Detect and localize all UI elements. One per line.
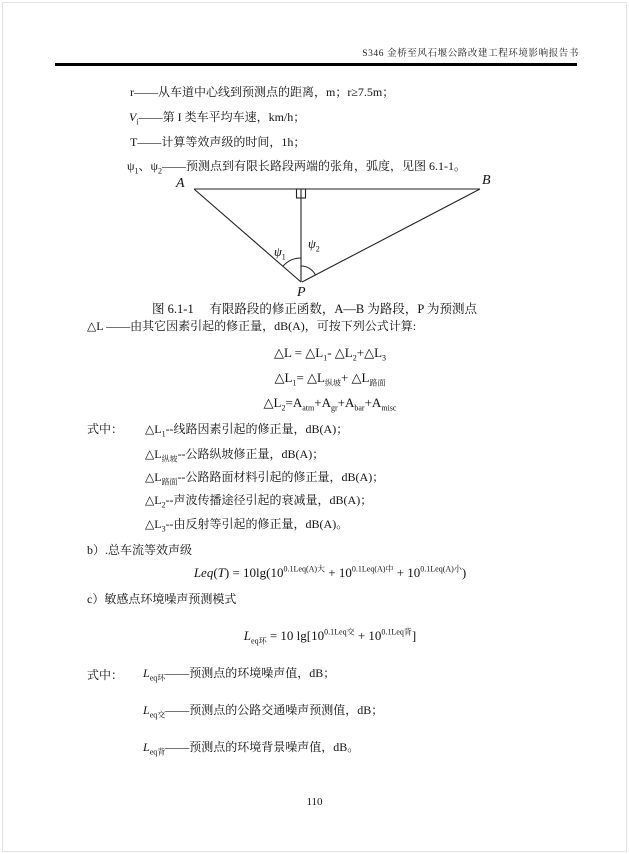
where2-item-2: $L_{eq交}——$预测点的公路交通噪声预测值，dB； bbox=[143, 703, 384, 720]
psi2-angle-arc bbox=[301, 266, 315, 275]
where1-item-4: $\triangle L_2--$声波传播途径引起的衰减量，dB(A)； bbox=[145, 493, 373, 510]
vertex-a-label: A bbox=[176, 176, 185, 191]
formula-leq-total: $Leq(T) = 10\lg(10^{0.1Leq(A)大} + 10^{0.1Leq(A)中} + 10^{0.1Leq(A)小})$ bbox=[193, 564, 467, 580]
section-b-heading: b）.总车流等效声级 bbox=[87, 543, 193, 557]
where1-item-3: $\triangle L_{路面}--$公路路面材料引起的修正量，dB(A)； bbox=[145, 470, 385, 487]
where1-prefix: 式中： bbox=[87, 422, 124, 436]
definition-line-t: T——计算等效声级的时间，1h； bbox=[130, 135, 306, 149]
vertex-p-label: P bbox=[297, 285, 306, 300]
psi2-label: $\psi_2$ bbox=[308, 237, 320, 254]
segment-bp-line bbox=[302, 189, 480, 282]
definition-line-psi: $\psi_1$、$\psi_2——$预测点到有限长路段两端的张角，弧度，见图 6.1-1。 bbox=[127, 159, 467, 176]
vertex-b-label: B bbox=[482, 173, 491, 188]
where1-item-2: $\triangle L_{纵坡}--$公路纵坡修正量，dB(A)； bbox=[145, 447, 325, 464]
formula-delta-total: △L = $\triangle L_1-$ $\triangle L_2+\triangle L_3$ bbox=[273, 345, 387, 363]
formula-delta-1: $\triangle L_1=$ $\triangle L_{纵坡}+$ $\triangle L_{路面}$ bbox=[274, 370, 386, 388]
figure-caption: 图 6.1-1 有限路段的修正函数，A—B 为路段，P 为预测点 bbox=[152, 302, 477, 316]
where2-prefix: 式中： bbox=[87, 668, 124, 682]
delta-intro-line: △L ——由其它因素引起的修正量，dB(A)，可按下列公式计算: bbox=[87, 319, 417, 333]
segment-ap-line bbox=[194, 189, 301, 282]
psi1-label: $\psi_1$ bbox=[274, 245, 286, 262]
formula-leq-env: $L_{eq环} = 10$ $\lg[10^{0.1Leq交} + 10^{0.1Leq背}]$ bbox=[243, 627, 417, 646]
where1-item-5: $\triangle L_3--$由反射等引起的修正量，dB(A)。 bbox=[145, 517, 349, 534]
header-title: S346 金桥至风石堰公路改建工程环境影响报告书 bbox=[362, 49, 579, 59]
where2-item-1: $L_{eq环}——$预测点的环境噪声值，dB； bbox=[143, 666, 336, 683]
header-rule bbox=[55, 63, 577, 66]
section-c-heading: c）敏感点环境噪声预测模式 bbox=[87, 592, 237, 606]
where2-item-3: $L_{eq背}——$预测点的环境背景噪声值，dB。 bbox=[143, 740, 360, 757]
page-number: 110 bbox=[306, 796, 323, 808]
formula-delta-2: $\triangle L_2=A_{atm}+A_{gr}+A_{bar}+A_{misc}$ bbox=[263, 395, 397, 413]
figure-triangle-diagram bbox=[170, 172, 520, 297]
definition-line-r: r——从车道中心线到预测点的距离，m；r≥7.5m； bbox=[130, 85, 395, 99]
definition-line-v: $V_i——$第 I 类车平均车速，km/h； bbox=[129, 110, 306, 127]
where1-item-1: $\triangle L_1--$线路因素引起的修正量，dB(A)； bbox=[145, 422, 349, 439]
